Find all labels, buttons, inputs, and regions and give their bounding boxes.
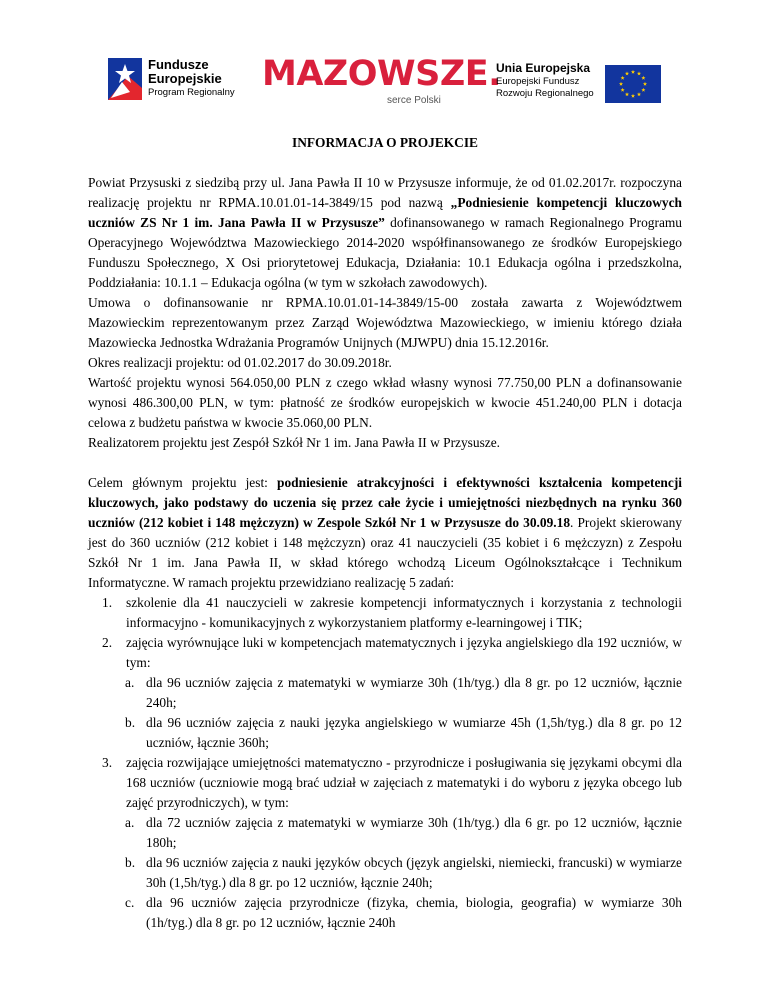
- subtask-text: dla 96 uczniów zajęcia z matematyki w wymiarze 30h (1h/tyg.) dla 8 gr. po 12 uczniów, łącznie 240h;: [146, 675, 682, 710]
- unia-europejska-text: [496, 60, 594, 100]
- paragraph-intro: [88, 173, 682, 293]
- ue-line1: Unia Europejska: [496, 61, 591, 75]
- task-list-cont: [88, 753, 682, 813]
- paragraph-agreement: Umowa o dofinansowanie nr RPMA.10.01.01-14-3849/15-00 została zawarta z Województwem Mazowieckim reprezentowanym przez Zarząd Województwa Mazowieckiego, w imieniu którego działa Mazowiecka Jednostka Wdrażania Programów Unijnych (MJWPU) dnia 15.12.2016r.: [88, 295, 682, 350]
- task-item: [88, 753, 682, 813]
- paragraph-goal: [88, 473, 682, 593]
- subtask-letter: a.: [125, 815, 135, 830]
- subtask-item: [88, 853, 682, 893]
- subtask-letter: b.: [125, 715, 136, 730]
- subtask-text: dla 96 uczniów zajęcia z nauki języków obcych (język angielski, niemiecki, francuski) w wymiarze 30h (1,5h/tyg.) dla 8 gr. po 12 uczniów, łącznie 240h;: [146, 855, 682, 890]
- subtask-list: [88, 673, 682, 753]
- intro-text-end: dofinansowanego w ramach Regionalnego Programu Operacyjnego Województwa Mazowieckiego 2014-2020 współfinansowanego ze środków Europejskiego Funduszu Społecznego, X Osi priorytetowej Edukacja, Działania: 10.1 Edukacja ogólna i przedszkolna, Poddziałania: 10.1.1 – Edukacja ogólna (w tym w szkołach zawodowych).: [88, 215, 682, 290]
- task-text: zajęcia wyrównujące luki w kompetencjach matematycznych i języka angielskiego dla 192 uczniów, w tym:: [126, 635, 682, 670]
- subtask-text: dla 96 uczniów zajęcia z nauki języka angielskiego w wumiarze 45h (1,5h/tyg.) dla 8 gr. po 12 uczniów, łącznie 360h;: [146, 715, 682, 750]
- page-title: INFORMACJA O PROJEKCIE: [292, 135, 478, 150]
- fe-line3: Program Regionalny: [148, 87, 235, 98]
- intro-text: Powiat Przysuski z siedzibą przy ul. Jana Pawła II 10 w Przysusze informuje, że od 01.02.2017r. rozpoczyna realizację projektu nr RPMA.10.01.01-14-3849/15 pod nazwą: [88, 175, 682, 210]
- task-number: 1.: [102, 595, 113, 610]
- task-number: 3.: [102, 755, 113, 770]
- goal-rest: . Projekt skierowany jest do 360 uczniów (212 kobiet i 148 mężczyzn) oraz 41 nauczycieli (35 kobiet i 6 mężczyzn) z Zespołu Szkół Nr 1 im. Jana Pawła II, w skład którego wchodzą Liceum Ogólnokształcące i Technikum Informatyczne. W ramach projektu przewidziano realizację 5 zadań:: [88, 515, 683, 590]
- subtask-item: [88, 813, 682, 853]
- subtask-text: dla 96 uczniów zajęcia przyrodnicze (fizyka, chemia, biologia, geografia) w wymiarze 30h (1h/tyg.) dla 8 gr. po 12 uczniów, łącznie 240h: [146, 895, 682, 930]
- mazowsze-logo: [262, 54, 501, 106]
- subtask-item: [88, 673, 682, 713]
- eu-flag-icon: [605, 65, 661, 103]
- subtask-letter: a.: [125, 675, 135, 690]
- paragraph-executor: Realizatorem projektu jest Zespół Szkół Nr 1 im. Jana Pawła II w Przysusze.: [88, 435, 501, 450]
- task-item: [88, 633, 682, 673]
- subtask-letter: b.: [125, 855, 136, 870]
- document-body: [88, 133, 682, 933]
- ue-line3: Rozwoju Regionalnego: [496, 88, 594, 99]
- subtask-letter: c.: [125, 895, 135, 910]
- task-item: [88, 593, 682, 633]
- subtask-list: [88, 813, 682, 933]
- fe-line2: Europejskie: [148, 71, 222, 86]
- goal-main: podniesienie atrakcyjności i efektywności kształcenia kompetencji kluczowych, jako podstawy do uczenia się przez całe życie i umiejętności niezbędnych na rynku 360 uczniów (212 kobiet i 148 mężczyzn) w Zespole Szkół Nr 1 w Przysusze do 30.09.18: [88, 475, 682, 530]
- task-number: 2.: [102, 635, 113, 650]
- mazowsze-wordmark: MAZOWSZE.: [262, 54, 501, 94]
- task-text: zajęcia rozwijające umiejętności matematyczno - przyrodnicze i posługiwania się językami obcymi dla 168 uczniów (uczniowie mogą brać udział w zajęciach z matematyki i do wyboru z języka obcego lub zajęć przyrodniczych), w tym:: [126, 755, 682, 810]
- ue-line2: Europejski Fundusz: [496, 76, 580, 87]
- fe-line1: Fundusze: [148, 57, 209, 72]
- task-list: [88, 593, 682, 673]
- paragraph-period: Okres realizacji projektu: od 01.02.2017 do 30.09.2018r.: [88, 355, 392, 370]
- fe-text: [148, 58, 235, 100]
- task-text: szkolenie dla 41 nauczycieli w zakresie kompetencji informatycznych i korzystania z technologii informacyjno - komunikacyjnych z wykorzystaniem platformy e-learningowej i TIK;: [126, 595, 682, 630]
- subtask-item: [88, 713, 682, 753]
- fe-star-icon: [108, 58, 142, 100]
- paragraph-value: Wartość projektu wynosi 564.050,00 PLN z czego wkład własny wynosi 77.750,00 PLN a dofinansowanie wynosi 486.300,00 PLN, w tym: płatność ze środków europejskich w kwocie 451.240,00 PLN i dotacja celowa z budżetu państwa w kwocie 35.060,00 PLN.: [88, 375, 682, 430]
- project-name: „Podniesienie kompetencji kluczowych uczniów ZS Nr 1 im. Jana Pawła II w Przysusze”: [88, 195, 682, 230]
- subtask-item: [88, 893, 682, 933]
- subtask-text: dla 72 uczniów zajęcia z matematyki w wymiarze 30h (1h/tyg.) dla 6 gr. po 12 uczniów, łącznie 180h;: [146, 815, 682, 850]
- goal-lead: Celem głównym projektu jest:: [88, 475, 278, 490]
- mazowsze-tagline: serce Polski: [387, 95, 441, 106]
